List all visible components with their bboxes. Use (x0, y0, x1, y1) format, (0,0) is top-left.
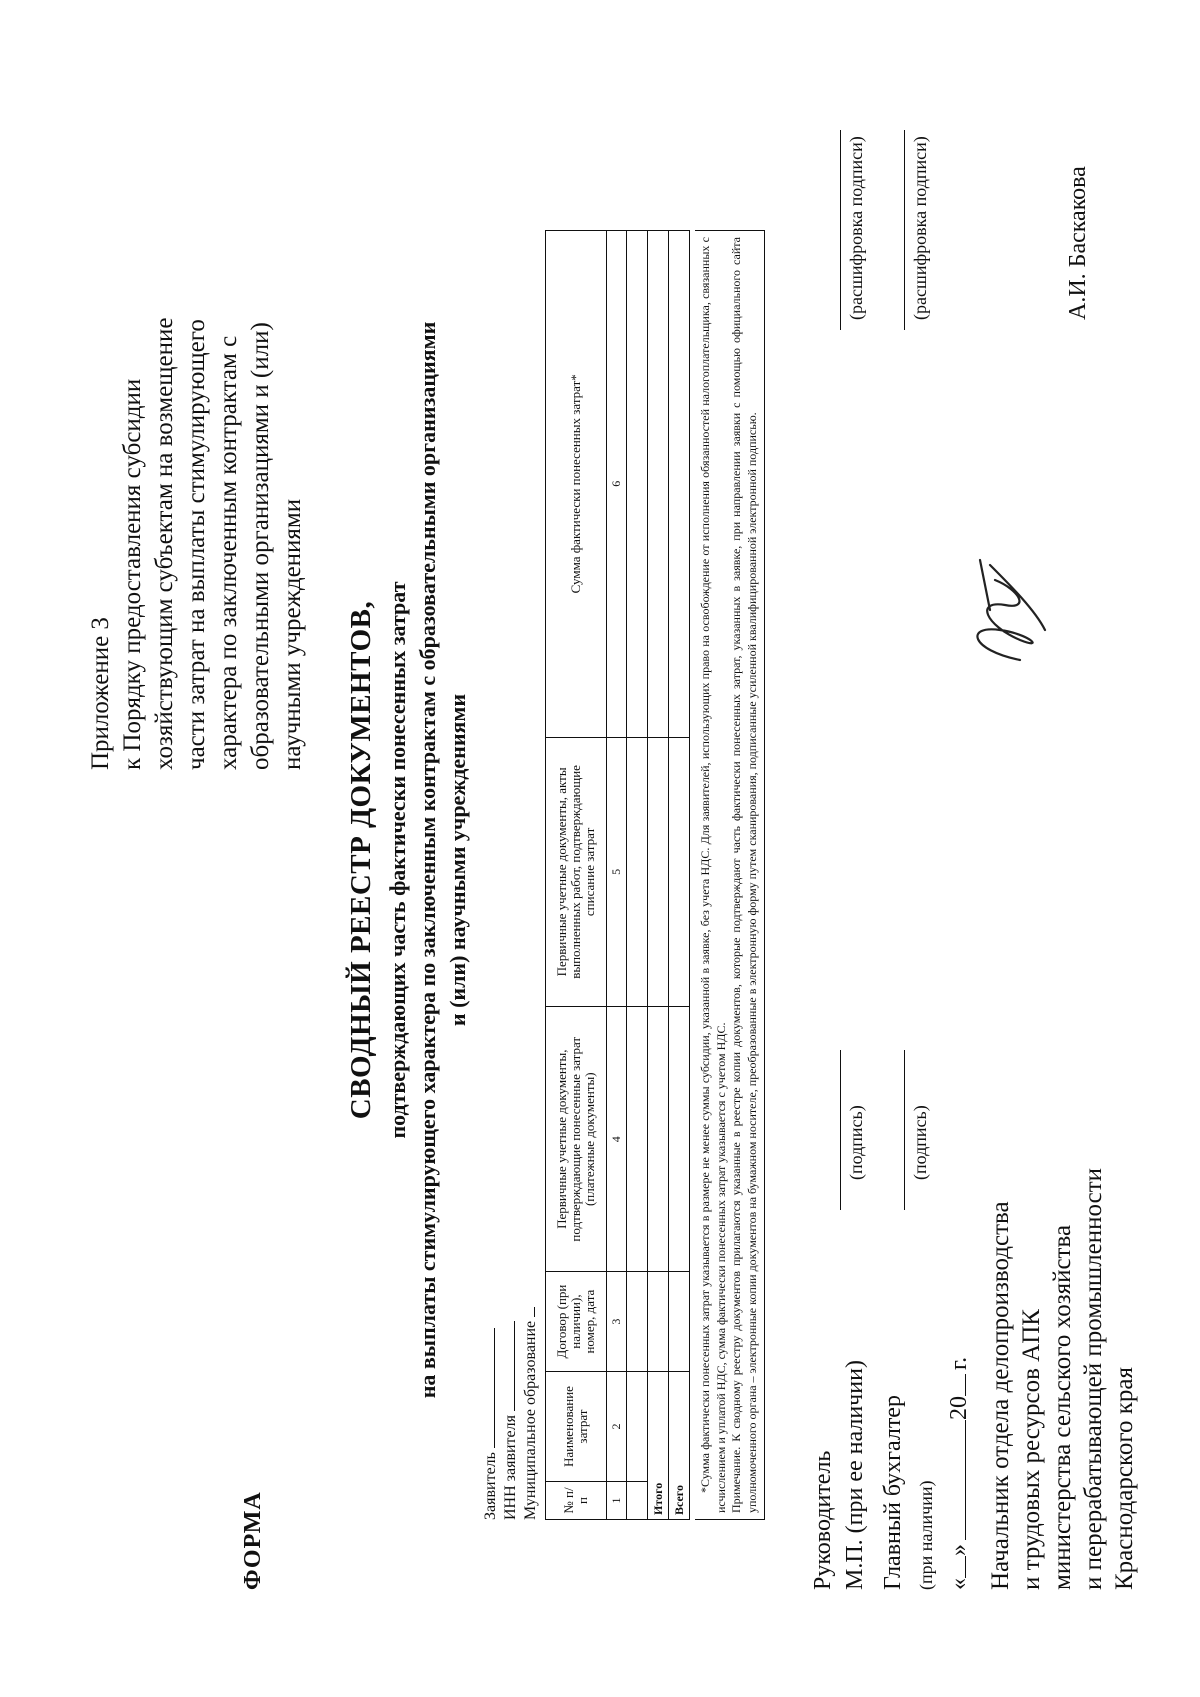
table-cell (627, 1007, 648, 1272)
table-cell (648, 1007, 669, 1272)
registry-table (545, 230, 690, 1520)
appendix-line: научными учреждениями (279, 498, 306, 770)
column-number: 6 (607, 231, 627, 738)
official-line: и трудовых ресурсов АПК (1018, 1309, 1045, 1590)
if-any-label: (при наличии) (916, 1480, 936, 1590)
appendix-line: Приложение 3 (87, 617, 114, 770)
table-cell (627, 231, 648, 738)
table-cell (648, 1272, 669, 1372)
column-number: 2 (607, 1372, 627, 1482)
grand-total-label: Всего (669, 1372, 690, 1520)
date-open-quote: « (946, 1578, 972, 1590)
table-cell (669, 737, 690, 1007)
applicant-label: Заявитель (482, 1452, 499, 1520)
appendix-line: части затрат на выплаты стимулирующего (183, 319, 210, 770)
document-page (40, 70, 1138, 1650)
applicant-field (480, 1328, 500, 1520)
column-number: 3 (607, 1272, 627, 1372)
table-cell (627, 1482, 648, 1520)
accountant-decoding-line (904, 130, 905, 330)
stamp-label: М.П. (при ее наличии) (842, 1360, 868, 1590)
municipality-line (520, 1307, 535, 1317)
document-subtitle-line: подтверждающих часть фактически понесенных затрат (385, 581, 410, 1139)
column-header: Договор (при наличии), номер, дата (546, 1272, 607, 1372)
column-header: Первичные учетные документы, подтверждающие понесенные затрат (платежные документы) (546, 1007, 607, 1272)
document-subtitle-line: на выплаты стимулирующего характера по заключенным контрактам с образовательными организациями (415, 321, 440, 1399)
document-subtitle-line: и (или) научными учреждениями (445, 693, 470, 1027)
inn-line (500, 1321, 515, 1411)
column-header: Первичные учетные документы, акты выполненных работ, подтверждающие списание затрат (546, 737, 607, 1007)
column-number: 4 (607, 1007, 627, 1272)
date-year-prefix: 20 (946, 1396, 972, 1420)
table-grand-total-row (669, 231, 690, 1520)
signature-caption: (подпись) (846, 1105, 866, 1180)
table-cell (669, 1272, 690, 1372)
inn-label: ИНН заявителя (502, 1415, 519, 1520)
appendix-line: к Порядку предоставления субсидии (119, 378, 146, 770)
table-cell (627, 737, 648, 1007)
official-name: А.И. Баскакова (1065, 166, 1091, 320)
applicant-line (480, 1328, 495, 1448)
table-row (627, 231, 648, 1520)
appendix-line: образовательными организациями и (или) (247, 322, 274, 770)
accountant-label: Главный бухгалтер (880, 1395, 906, 1590)
official-line: Начальник отдела делопроизводства (987, 1201, 1014, 1590)
table-cell (669, 231, 690, 738)
appendix-line: характера по заключенным контрактам с (215, 335, 242, 770)
column-header: Наименование затрат (546, 1372, 607, 1482)
handwritten-signature (950, 550, 1060, 670)
table-cell (648, 737, 669, 1007)
municipality-label: Муниципальное образование (522, 1320, 539, 1520)
date-month-blank (965, 1420, 966, 1540)
footnote-text: *Сумма фактически понесенных затрат указывается в размере не менее суммы субсидии, указанной в заявке, без учета НДС. Для заявителей, использующих право на освобождение от исполнения обязанностей налогоплательщика, связанных с исчислением и уплатой НДС, сумма фактически понесенных затрат указывается с учетом НДС. (698, 237, 728, 1513)
date-year-blank (965, 1374, 966, 1396)
decoding-caption: (расшифровка подписи) (846, 136, 866, 320)
column-header: № п/п (546, 1482, 607, 1520)
appendix-line: хозяйствующим субъектам на возмещение (151, 317, 178, 770)
column-number: 1 (607, 1482, 627, 1520)
form-label: ФОРМА (240, 1491, 266, 1590)
date-close-quote: » (946, 1544, 972, 1556)
official-block (985, 1168, 1140, 1590)
signature-caption: (подпись) (910, 1105, 930, 1180)
accountant-signature-line (904, 1050, 905, 1210)
column-header: Сумма фактически понесенных затрат* (546, 231, 607, 738)
table-cell (627, 1372, 648, 1482)
table-header-row (546, 231, 607, 1520)
head-decoding-line (840, 130, 841, 330)
date-line (946, 1357, 973, 1590)
date-year-suffix: г. (946, 1356, 972, 1370)
official-line: министерства сельского хозяйства (1049, 1224, 1076, 1590)
table-cell (648, 231, 669, 738)
head-signature-line (840, 1050, 841, 1210)
head-label: Руководитель (810, 1450, 836, 1590)
remark-text: Примечание. К сводному реестру документов прилагаются указанные в реестре копии документов, которые подтверждают часть фактически понесенных затрат, указанных в заявке, при направлении заявки с помощью официального сайта уполномоченного органа – электронные копии документов на бумажном носителе, преобразованные в электронную форму путем сканирования, подписанные усиленной квалифицированной электронной подписью. (729, 237, 759, 1513)
table-cell (627, 1272, 648, 1372)
notes-box (695, 230, 765, 1520)
total-label: Итого (648, 1372, 669, 1520)
document-title: СВОДНЫЙ РЕЕСТР ДОКУМЕНТОВ, (345, 600, 377, 1120)
official-line: Краснодарского края (1111, 1367, 1138, 1590)
table-cell (669, 1007, 690, 1272)
date-day-blank (965, 1556, 966, 1578)
table-total-row (648, 231, 669, 1520)
table-column-numbers-row (607, 231, 627, 1520)
inn-field (500, 1321, 520, 1520)
decoding-caption: (расшифровка подписи) (910, 136, 930, 320)
municipality-field (520, 1307, 540, 1520)
official-line: и перерабатывающей промышленности (1080, 1167, 1107, 1590)
appendix-block (85, 110, 309, 770)
column-number: 5 (607, 737, 627, 1007)
